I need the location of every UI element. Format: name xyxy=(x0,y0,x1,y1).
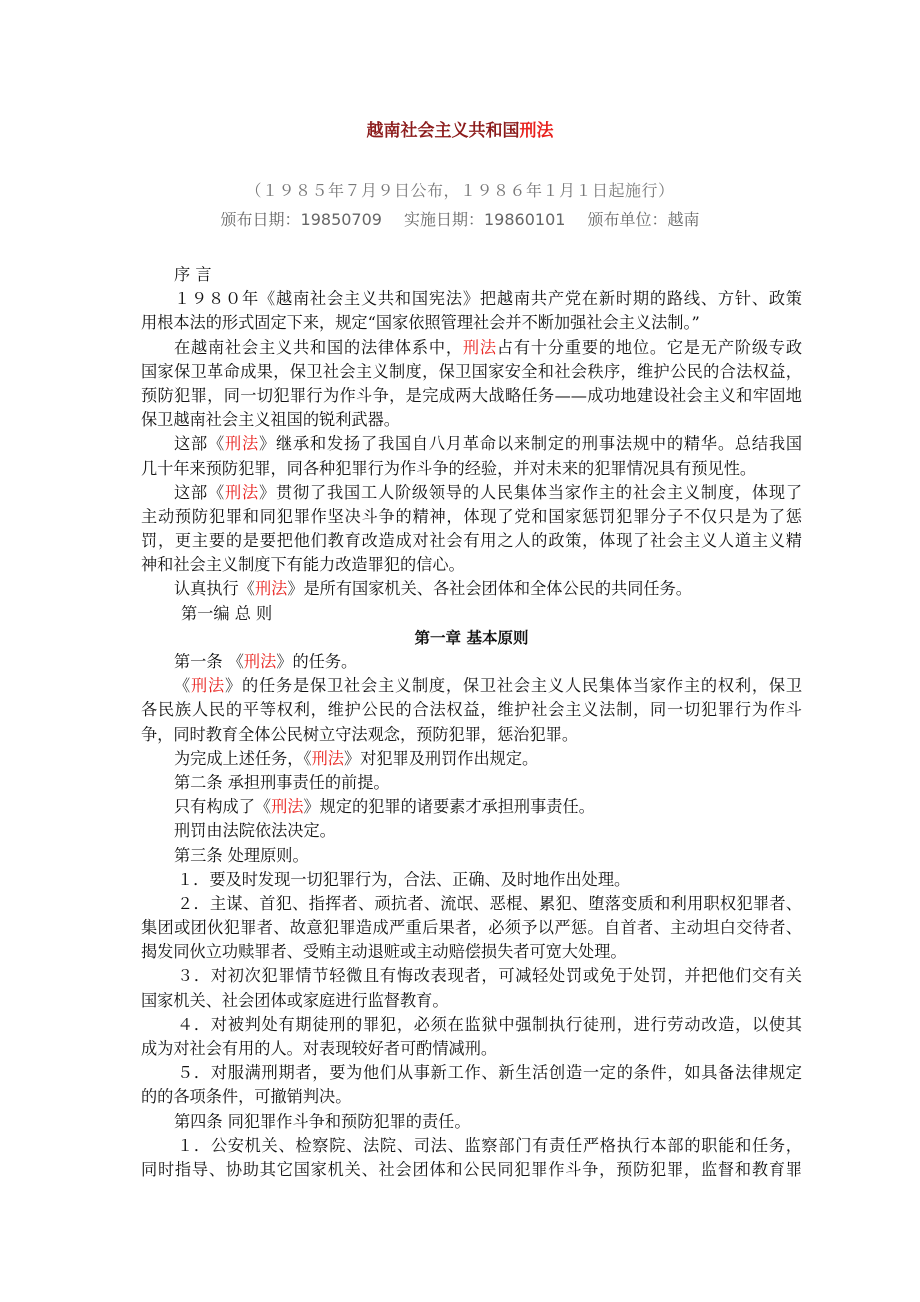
text-line xyxy=(141,868,802,892)
text-segment: 这部《 xyxy=(174,434,225,454)
text-line xyxy=(141,698,802,722)
text-line xyxy=(141,771,802,795)
text-segment: 第四条 同犯罪作斗争和预防犯罪的责任。 xyxy=(174,1111,471,1131)
text-segment: 第一编 总 则 xyxy=(181,603,273,623)
text-segment: 刑罚由法院依法决定。 xyxy=(174,821,336,841)
text-segment: 》规定的犯罪的诸要素才承担刑事责任。 xyxy=(303,797,595,817)
text-line xyxy=(141,1110,802,1134)
document-meta xyxy=(0,207,920,230)
text-segment: 》是所有国家机关、各社会团体和全体公民的共同任务。 xyxy=(287,579,692,599)
issuer: 颁布单位：越南 xyxy=(587,210,700,229)
text-line xyxy=(141,311,802,335)
title-highlight: 刑法 xyxy=(519,121,554,141)
publication-note: （１９８５年７月９日公布，１９８６年１月１日起施行） xyxy=(245,181,675,200)
text-line xyxy=(141,916,802,940)
highlighted-term: 刑法 xyxy=(311,748,344,768)
text-segment: 各民族人民的平等权利，维护公民的合法权益，维护社会主义法制，同一切犯罪行为作斗 xyxy=(141,700,802,720)
text-line xyxy=(141,964,802,988)
text-segment: 用根本法的形式固定下来，规定“国家依照管理社会并不断加强社会主义法制。” xyxy=(141,313,700,333)
text-segment: 《 xyxy=(174,676,191,696)
chapter-heading xyxy=(141,626,802,650)
text-segment: 认真执行《 xyxy=(174,579,255,599)
text-line xyxy=(141,529,802,553)
text-segment: 》的任务。 xyxy=(276,652,358,671)
text-segment: 第三条 处理原则。 xyxy=(174,845,309,865)
text-segment: 揭发同伙立功赎罪者、受贿主动退赃或主动赔偿损失者可宽大处理。 xyxy=(141,942,627,962)
text-segment: ５．对服满刑期者，要为他们从事新工作、新生活创造一定的条件，如具备法律规定 xyxy=(177,1063,802,1083)
text-line xyxy=(141,1158,802,1182)
text-segment: １９８０年《越南社会主义共和国宪法》把越南共产党在新时期的路线、方针、政策 xyxy=(174,289,802,309)
text-line xyxy=(141,336,802,360)
text-segment: 主动预防犯罪和同犯罪作坚决斗争的精神，体现了党和国家惩罚犯罪分子不仅只是为了惩 xyxy=(141,506,802,526)
text-line xyxy=(141,505,802,529)
text-segment: 同时指导、协助其它国家机关、社会团体和公民同犯罪作斗争，预防犯罪，监督和教育罪 xyxy=(141,1159,802,1179)
text-line xyxy=(141,602,802,626)
text-segment: 国家机关、社会团体或家庭进行监督教育。 xyxy=(141,990,449,1010)
text-segment: 占有十分重要的地位。它是无产阶级专政 xyxy=(496,337,803,357)
text-segment: 神和社会主义制度下有能力改造罪犯的信心。 xyxy=(141,555,465,575)
highlighted-term: 刑法 xyxy=(254,579,288,599)
text-line xyxy=(141,408,802,432)
text-segment: 第二条 承担刑事责任的前提。 xyxy=(174,772,390,792)
text-segment: 第一条 《 xyxy=(174,652,244,671)
text-segment: 》对犯罪及刑罚作出规定。 xyxy=(343,748,539,768)
highlighted-term: 刑法 xyxy=(243,652,277,671)
text-line xyxy=(141,989,802,1013)
highlighted-term: 刑法 xyxy=(224,434,259,454)
text-line xyxy=(141,819,802,843)
promulgation-date: 颁布日期：19850709 xyxy=(220,210,382,229)
text-line xyxy=(141,1061,802,1085)
text-segment: 的的各项条件，可撤销判决。 xyxy=(141,1087,352,1107)
text-line xyxy=(141,940,802,964)
text-segment: 国家保卫革命成果，保卫社会主义制度，保卫国家安全和社会秩序，维护公民的合法权益， xyxy=(141,361,802,381)
document-title xyxy=(0,116,920,141)
text-segment: ３．对初次犯罪情节轻微且有悔改表现者，可减轻处罚或免于处罚，并把他们交有关 xyxy=(177,966,802,986)
text-line xyxy=(141,1134,802,1158)
text-segment: １．公安机关、检察院、法院、司法、监察部门有责任严格执行本部的职能和任务， xyxy=(177,1135,802,1155)
text-line xyxy=(141,674,802,698)
text-segment: 预防犯罪，同一切犯罪行为作斗争，是完成两大战略任务——成功地建设社会主义和牢固地 xyxy=(141,385,802,405)
text-line xyxy=(141,553,802,577)
text-segment: 争，同时教育全体公民树立守法观念，预防犯罪，惩治犯罪。 xyxy=(141,724,579,744)
text-line xyxy=(141,263,802,287)
text-segment: 序 言 xyxy=(174,265,212,284)
text-line xyxy=(141,795,802,819)
text-line xyxy=(141,1013,802,1037)
text-segment: 第一章 基本原则 xyxy=(414,628,529,647)
text-segment: 》的任务是保卫社会主义制度，保卫社会主义人民集体当家作主的权利，保卫 xyxy=(225,676,803,696)
text-segment: 这部《 xyxy=(174,482,225,502)
title-main: 越南社会主义共和国 xyxy=(366,121,520,141)
text-line xyxy=(141,432,802,456)
text-segment: ２．主谋、首犯、指挥者、顽抗者、流氓、恶棍、累犯、堕落变质和利用职权犯罪者、 xyxy=(177,893,802,913)
text-segment: 在越南社会主义共和国的法律体系中， xyxy=(174,337,463,357)
text-line xyxy=(141,384,802,408)
text-line xyxy=(141,481,802,505)
text-segment: 成为对社会有用的人。对表现较好者可酌情减刑。 xyxy=(141,1039,498,1058)
highlighted-term: 刑法 xyxy=(224,482,259,502)
highlighted-term: 刑法 xyxy=(271,797,304,817)
text-segment: ４．对被判处有期徒刑的罪犯，必须在监狱中强制执行徒刑，进行劳动改造，以使其 xyxy=(177,1014,802,1034)
text-segment: 保卫越南社会主义祖国的锐利武器。 xyxy=(141,410,400,430)
text-line xyxy=(141,1085,802,1109)
text-segment: 》继承和发扬了我国自八月革命以来制定的刑事法规中的精华。总结我国 xyxy=(258,434,803,454)
text-line xyxy=(141,892,802,916)
text-line xyxy=(141,747,802,771)
text-line xyxy=(141,457,802,481)
text-line xyxy=(141,723,802,747)
text-line xyxy=(141,1037,802,1061)
text-segment: 为完成上述任务，《 xyxy=(174,748,312,768)
text-segment: 只有构成了《 xyxy=(174,797,272,817)
highlighted-term: 刑法 xyxy=(191,676,225,696)
text-segment: １．要及时发现一切犯罪行为，合法、正确、及时地作出处理。 xyxy=(177,869,631,889)
text-segment: 几十年来预防犯罪，同各种犯罪行为作斗争的经验，并对未来的犯罪情况具有预见性。 xyxy=(141,458,757,478)
text-segment: 集团或团伙犯罪者、故意犯罪造成严重后果者，必须予以严惩。自首者、主动坦白交待者、 xyxy=(141,918,802,938)
text-line xyxy=(141,360,802,384)
text-segment: 》贯彻了我国工人阶级领导的人民集体当家作主的社会主义制度，体现了 xyxy=(258,482,803,502)
text-segment: 罚，更主要的是要把他们教育改造成对社会有用之人的政策，体现了社会主义人道主义精 xyxy=(141,531,802,551)
effective-date: 实施日期：19860101 xyxy=(403,210,566,229)
text-line xyxy=(141,650,802,674)
text-line xyxy=(141,577,802,601)
document-body xyxy=(141,263,802,1182)
highlighted-term: 刑法 xyxy=(462,337,497,357)
text-line xyxy=(141,844,802,868)
text-line xyxy=(141,287,802,311)
